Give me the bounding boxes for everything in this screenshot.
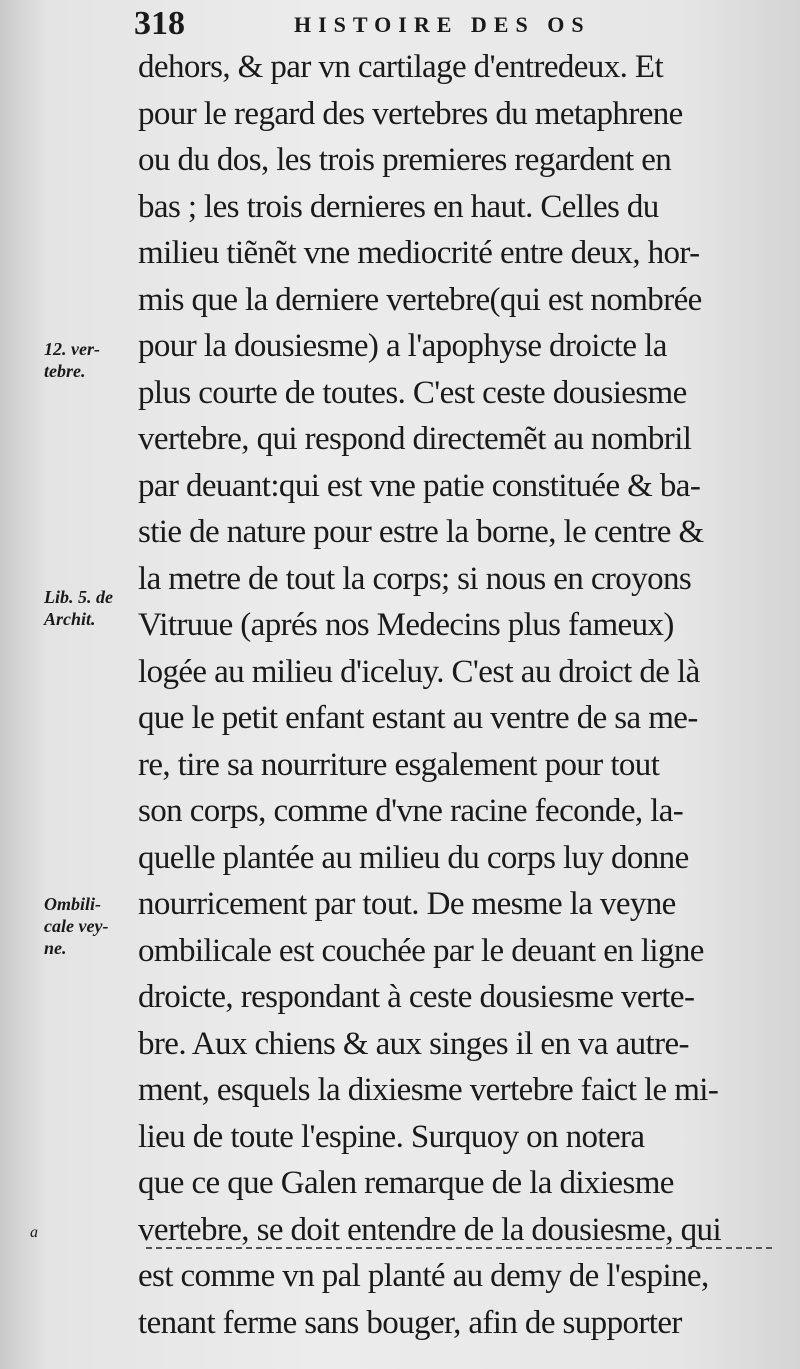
body-text [138,44,770,1346]
margin-note-line: ne. [44,938,67,958]
text-line: vertebre, qui respond directemẽt au nombril [138,421,692,457]
text-line: quelle plantée au milieu du corps luy donne [138,839,689,876]
signature-mark: a [30,1224,38,1241]
page-header [134,4,774,44]
text-line: son corps, comme d'vne racine feconde, la- [138,793,684,829]
text-line: pour le regard des vertebres du metaphrene [138,95,683,132]
text-line: bas ; les trois dernieres en haut. Celles du [138,188,659,225]
text-line: est comme vn pal planté au demy de l'espine, [138,1258,709,1294]
text-line: Vitruue (aprés nos Medecins plus fameux) [138,607,674,643]
margin-note-line: Ombili- [44,894,101,914]
text-line: mis que la derniere vertebre(qui est nombrée [138,281,702,318]
text-line: milieu tiẽnẽt vne mediocrité entre deux, hor- [138,235,700,271]
margin-note-line: Archit. [44,609,96,629]
bottom-rule [146,1247,772,1250]
text-line: logée au milieu d'iceluy. C'est au droict de là [138,653,700,690]
margin-note-ombilicale [44,893,139,959]
text-line: ombilicale est couchée par le deuant en ligne [138,932,704,969]
text-line: dehors, & par vn cartilage d'entredeux. Et [138,49,664,85]
margin-note-vertebre [44,338,139,382]
running-head: HISTOIRE DES OS [294,12,591,37]
text-line: vertebre, se doit entendre de la dousiesme, qui [138,1211,722,1248]
margin-note-line: tebre. [44,361,86,381]
text-line: par deuant:qui est vne patie constituée & ba- [138,467,701,504]
text-line: droicte, respondant à ceste dousiesme verte- [138,979,695,1015]
text-line: stie de nature pour estre la borne, le centre & [138,514,704,550]
text-line: la metre de tout la corps; si nous en croyons [138,560,692,597]
text-line: que le petit enfant estant au ventre de sa me- [138,700,698,736]
text-line: ment, esquels la dixiesme vertebre faict le mi- [138,1072,719,1108]
text-line: que ce que Galen remarque de la dixiesme [138,1165,674,1201]
text-line: re, tire sa nourriture esgalement pour tout [138,746,660,783]
text-line: lieu de toute l'espine. Surquoy on notera [138,1118,645,1155]
margin-note-line: cale vey- [44,916,109,936]
text-line: nourricement par tout. De mesme la veyne [138,886,676,922]
text-line: tenant ferme sans bouger, afin de supporter [138,1304,682,1341]
text-line: plus courte de toutes. C'est ceste dousiesme [138,374,687,411]
margin-note-line: Lib. 5. de [44,587,113,607]
text-line: bre. Aux chiens & aux singes il en va autre- [138,1025,689,1062]
text-line: pour la dousiesme) a l'apophyse droicte la [138,328,667,364]
text-line: ou du dos, les trois premieres regardent en [138,142,672,178]
margin-note-vitruvius [44,586,139,630]
margin-note-line: 12. ver- [44,339,100,359]
page-number: 318 [134,5,185,42]
